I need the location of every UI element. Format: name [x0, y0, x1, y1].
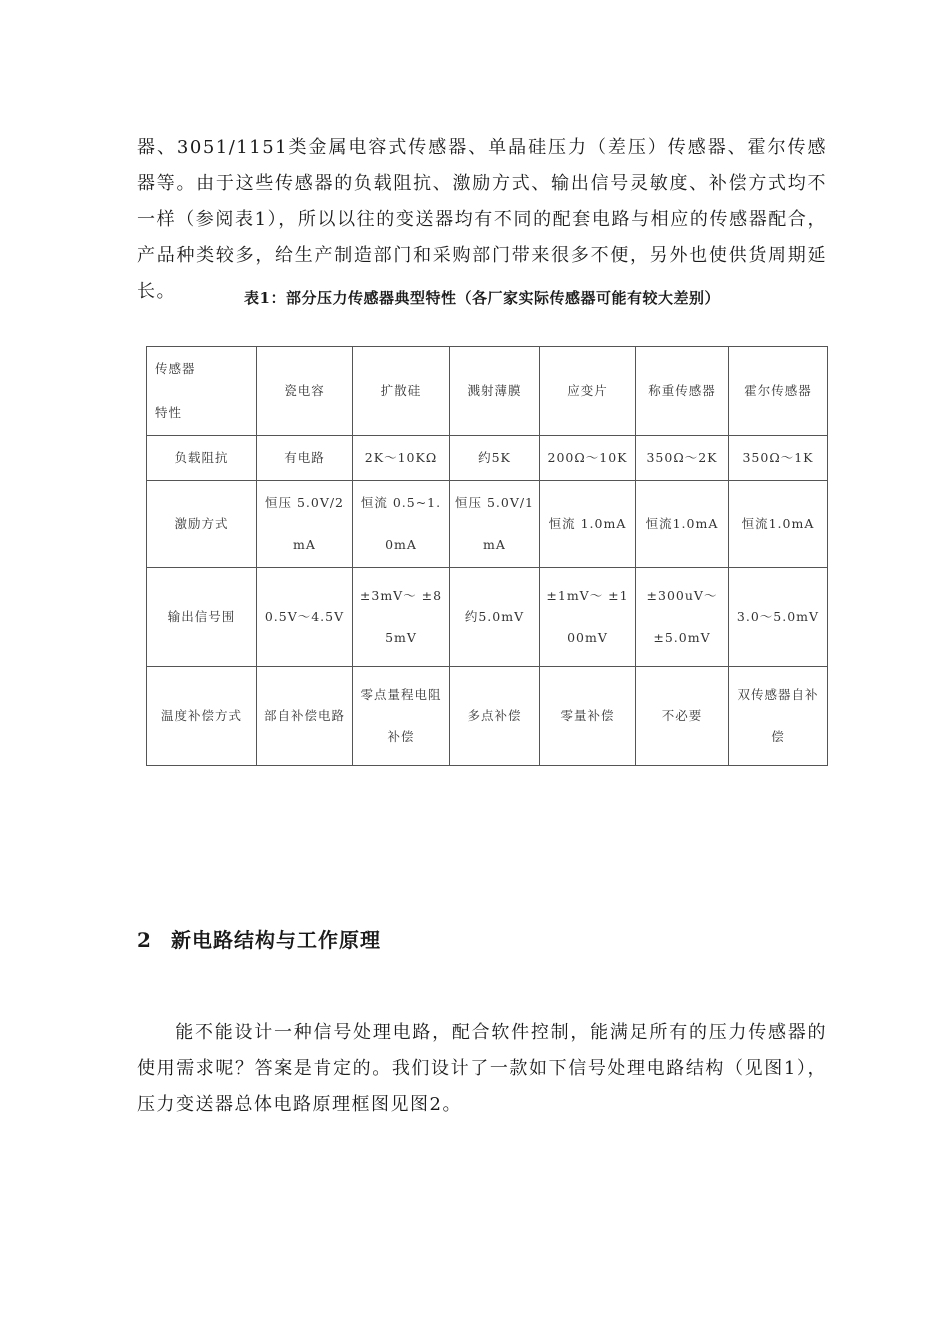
table-header-row [147, 347, 828, 436]
body-paragraph [137, 1015, 827, 1123]
table-cell: 不必要 [636, 667, 729, 766]
table-corner-cell [147, 347, 257, 436]
table-cell: 2K～10KΩ [353, 436, 450, 481]
table-cell: 200Ω～10K [540, 436, 636, 481]
column-header: 称重传感器 [636, 347, 729, 436]
corner-top-label: 传感器 [155, 361, 196, 376]
table-row [147, 481, 828, 568]
body-paragraph: 器、3051/1151类金属电容式传感器、单晶硅压力（差压）传感器、霍尔传感器等。由于这些传感器的负载阻抗、激励方式、输出信号灵敏度、补偿方式均不一样（参阅表1），所以以往的变送器均有不同的配套电路与相应的传感器配合，产品种类较多，给生产制造部门和采购部门带来很多不便，另外也使供货周期延长。 [137, 137, 827, 302]
table-row [147, 568, 828, 667]
table-cell: 恒压 5.0V/1mA [450, 481, 540, 568]
table-caption: 表1：部分压力传感器典型特性（各厂家实际传感器可能有较大差别） [244, 289, 720, 307]
column-header: 扩散硅 [353, 347, 450, 436]
row-label: 激励方式 [147, 481, 257, 568]
table-cell: 有电路 [257, 436, 353, 481]
table-row [147, 436, 828, 481]
table-cell: ±300uV～ ±5.0mV [636, 568, 729, 667]
table-cell: 约5K [450, 436, 540, 481]
table-cell: 350Ω～2K [636, 436, 729, 481]
row-label: 输出信号围 [147, 568, 257, 667]
section-heading [137, 924, 381, 953]
table-cell: 恒流 1.0mA [540, 481, 636, 568]
row-label: 负载阻抗 [147, 436, 257, 481]
table-cell: ±3mV～ ±85mV [353, 568, 450, 667]
table-cell: 零量补偿 [540, 667, 636, 766]
column-header: 瓷电容 [257, 347, 353, 436]
table-cell: 零点量程电阻补偿 [353, 667, 450, 766]
table-cell: 多点补偿 [450, 667, 540, 766]
section-title: 新电路结构与工作原理 [171, 928, 381, 952]
paragraph-text: 能不能设计一种信号处理电路，配合软件控制，能满足所有的压力传感器的使用需求呢？答案是肯定的。我们设计了一款如下信号处理电路结构（见图1），压力变送器总体电路原理框图见图2。 [137, 1022, 827, 1115]
table-cell: 部自补偿电路 [257, 667, 353, 766]
table-cell: 350Ω～1K [729, 436, 828, 481]
table-row [147, 667, 828, 766]
table-cell: 恒流1.0mA [636, 481, 729, 568]
column-header: 溅射薄膜 [450, 347, 540, 436]
table-cell: 约5.0mV [450, 568, 540, 667]
column-header: 霍尔传感器 [729, 347, 828, 436]
table-cell: 恒压 5.0V/2mA [257, 481, 353, 568]
sensor-characteristics-table [146, 346, 828, 766]
table-cell: ±1mV～ ±100mV [540, 568, 636, 667]
section-number: 2 [137, 928, 152, 952]
column-header: 应变片 [540, 347, 636, 436]
table-cell: 恒流 0.5~1.0mA [353, 481, 450, 568]
row-label: 温度补偿方式 [147, 667, 257, 766]
corner-bottom-label: 特性 [155, 405, 183, 420]
table-cell: 双传感器自补偿 [729, 667, 828, 766]
table-cell: 3.0～5.0mV [729, 568, 828, 667]
table-cell: 恒流1.0mA [729, 481, 828, 568]
table-cell: 0.5V～4.5V [257, 568, 353, 667]
